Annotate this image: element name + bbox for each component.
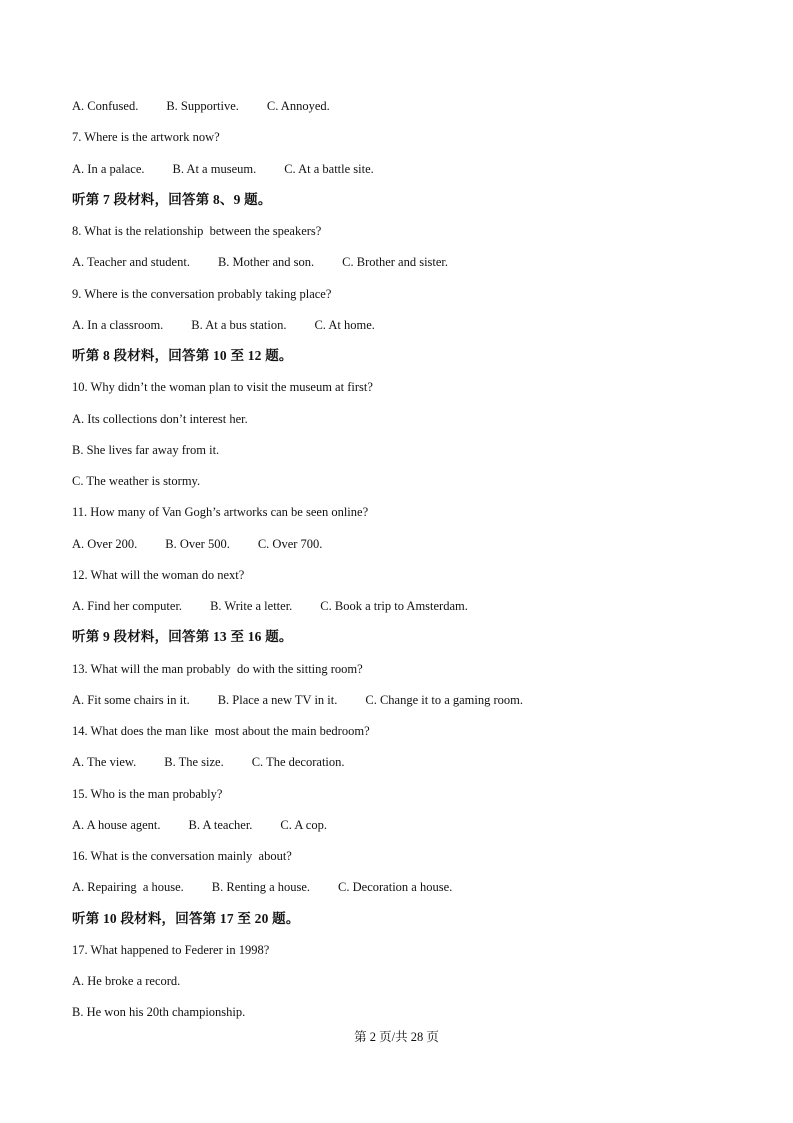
section-heading: 听第 9 段材料，回答第 13 至 16 题。 [72, 629, 293, 645]
answer-option: C. The decoration. [251, 755, 345, 770]
answer-option: C. At a battle site. [284, 161, 374, 176]
answer-option: A. In a classroom. [72, 317, 164, 332]
answer-options [72, 98, 330, 114]
question-line: 10. Why didn’t the woman plan to visit the museum at first? [72, 380, 373, 395]
answer-options [72, 754, 345, 770]
answer-option: B. Over 500. [165, 536, 230, 551]
answer-option: A. In a palace. [72, 161, 145, 176]
question-line: B. She lives far away from it. [72, 442, 220, 457]
question-line: 8. What is the relationship between the speakers? [72, 224, 322, 238]
section-heading: 听第 10 段材料，回答第 17 至 20 题。 [72, 910, 300, 926]
answer-option: A. Fit some chairs in it. [72, 692, 190, 707]
answer-option: A. Teacher and student. [72, 255, 190, 270]
question-line: 17. What happened to Federer in 1998? [72, 942, 270, 957]
question-line: A. Its collections don’t interest her. [72, 411, 248, 426]
answer-option: B. A teacher. [188, 817, 253, 832]
answer-option: A. The view. [72, 755, 137, 770]
answer-option: B. Supportive. [166, 99, 239, 113]
answer-option: C. Annoyed. [266, 99, 330, 113]
answer-options [72, 817, 327, 833]
answer-options [72, 161, 374, 177]
question-line: B. He won his 20th championship. [72, 1005, 246, 1020]
answer-option: B. Renting a house. [211, 880, 311, 895]
answer-options [72, 536, 322, 552]
question-line: C. The weather is stormy. [72, 474, 201, 488]
answer-option: A. Over 200. [72, 536, 138, 551]
answer-options [72, 317, 375, 333]
question-line: 9. Where is the conversation probably taking place? [72, 286, 332, 301]
answer-options [72, 879, 452, 895]
answer-option: B. Place a new TV in it. [217, 692, 338, 707]
section-heading: 听第 8 段材料，回答第 10 至 12 题。 [72, 348, 293, 363]
question-line: 12. What will the woman do next? [72, 567, 245, 582]
answer-option: B. At a museum. [172, 161, 257, 176]
page-footer: 第 2 页/共 28 页 [354, 1030, 439, 1044]
answer-option: B. Write a letter. [210, 599, 293, 613]
answer-option: B. Mother and son. [217, 255, 315, 270]
question-line: 11. How many of Van Gogh’s artworks can be seen online? [72, 505, 369, 520]
answer-option: B. At a bus station. [191, 317, 287, 332]
question-line: 13. What will the man probably do with the sitting room? [72, 661, 363, 676]
answer-option: C. At home. [314, 317, 375, 332]
answer-options [72, 254, 448, 270]
answer-option: C. A cop. [280, 817, 327, 832]
section-heading: 听第 7 段材料，回答第 8、9 题。 [72, 191, 272, 207]
question-line: A. He broke a record. [72, 974, 181, 988]
answer-options [72, 692, 523, 708]
answer-option: C. Decoration a house. [338, 880, 453, 895]
question-line: 15. Who is the man probably? [72, 786, 223, 801]
answer-option: C. Over 700. [257, 536, 323, 551]
question-line: 16. What is the conversation mainly about? [72, 849, 292, 863]
answer-option: A. Repairing a house. [72, 880, 184, 895]
answer-option: C. Book a trip to Amsterdam. [320, 599, 468, 613]
answer-option: B. The size. [164, 755, 224, 770]
answer-option: A. Confused. [72, 99, 139, 113]
answer-option: A. Find her computer. [72, 599, 183, 613]
answer-option: A. A house agent. [72, 817, 161, 832]
answer-option: C. Brother and sister. [342, 255, 449, 270]
question-line: 14. What does the man like most about the main bedroom? [72, 724, 370, 738]
answer-option: C. Change it to a gaming room. [365, 692, 523, 707]
question-line: 7. Where is the artwork now? [72, 130, 220, 145]
answer-options [72, 598, 468, 614]
